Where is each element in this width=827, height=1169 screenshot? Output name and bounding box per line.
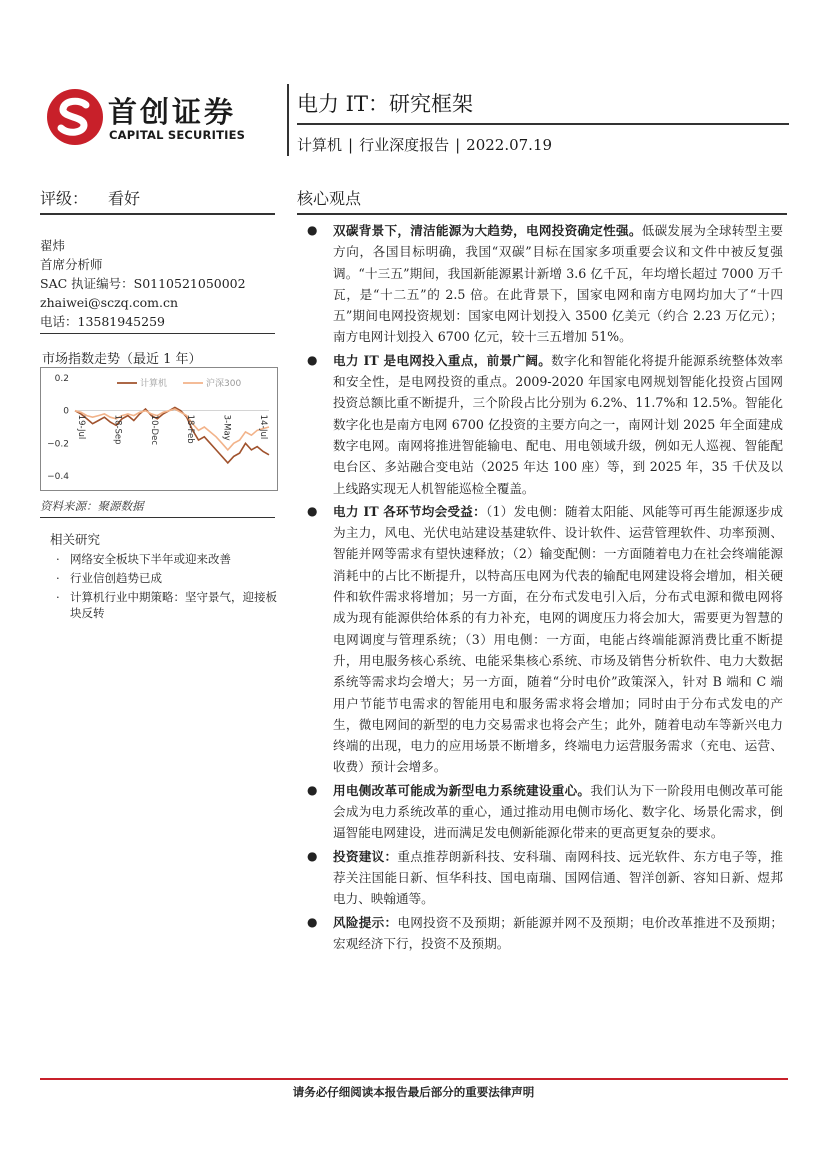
analyst-sac: SAC 执证编号：S0110521050002	[40, 276, 246, 291]
core-point-body: 我们认为下一阶段用电侧改革可能会成为电力系统改革的重心，通过推动用电侧市场化、数字化、场景化需求，倒逼智能电网建设，进而满足发电侧新能源化带来的更高更复杂的要求。	[333, 782, 784, 841]
report-title: 电力 IT：研究框架	[297, 92, 473, 116]
series-line-2	[75, 409, 269, 450]
bullet-icon: ●	[307, 503, 318, 518]
index-chart	[40, 367, 278, 491]
core-point-lead: 双碳背景下，清洁能源为大趋势，电网投资确定性强。	[333, 223, 642, 238]
report-type: 行业深度报告	[359, 136, 450, 154]
report-date: 2022.07.19	[466, 136, 553, 154]
subtitle-separator: |	[455, 136, 461, 154]
header-divider	[287, 84, 289, 156]
core-point-body: 电网投资不及预期；新能源并网不及预期；电价改革推进不及预期；宏观经济下行，投资不及预期。	[333, 914, 784, 951]
core-point-lead: 用电侧改革可能成为新型电力系统建设重心。	[333, 782, 591, 798]
series-line-1	[75, 407, 269, 463]
bullet-icon: ●	[307, 223, 318, 237]
index-chart-svg	[41, 368, 277, 490]
x-tick-label: 14-Jul	[258, 414, 268, 440]
bullet-icon: ·	[56, 590, 60, 604]
core-point	[305, 350, 783, 499]
report-sector: 计算机	[297, 136, 343, 154]
core-point-lead: 投资建议：	[333, 848, 398, 864]
analyst-name: 翟炜	[40, 238, 66, 253]
x-tick-label: 19-Jul	[76, 414, 86, 440]
y-tick-label: 0	[63, 406, 69, 417]
rating-value: 看好	[108, 189, 141, 208]
core-point	[305, 846, 783, 910]
analyst-role: 首席分析师	[40, 257, 103, 272]
x-tick-label: 18-Sep	[112, 414, 123, 445]
core-point-body: （1）发电侧：随着太阳能、风能等可再生能源逐步成为主力，风电、光伏电站建设基建软件、设计软件、运营管理软件、功率预测、智能并网等需求有望快速释放；（2）输变配侧：一方面随着电力在社会终端能源消耗中的占比不断提升，以特高压电网为代表的输配电网建设将会增加，相关硬件和软件需求将增加；另一方面，在分布式发电引入后，分布式电源和微电网将成为现有能源供给体系的有力补充，电网的调度压力将会加大，需要更为智慧的电网调度与管理系统；（3）用电侧：一方面，电能占终端能源消费比重不断提升，用电服务核心系统、电能采集核心系统、市场及销售分析软件、电力大数据系统等需求均会增大；另一方面，随着“分时电价”政策深入，针对 B 端和 C 端用户节能节电需求的智能用电和服务需求将会增加；同时由于分布式发电的产生，微电网间的新型的电力交易需求也将会产生；此外，随着电动车等新兴电力终端的出现，电力的应用场景不断增多，终端电力运营服务需求（充电、运营、收费）预计会增多。	[333, 503, 783, 775]
subtitle-separator: |	[348, 136, 354, 154]
y-tick-label: −0.4	[47, 472, 69, 482]
core-point-lead: 风险提示：	[333, 914, 398, 930]
bullet-icon: ●	[307, 352, 318, 367]
bullet-icon: ·	[56, 552, 60, 566]
logo-chinese-name: 首创证券	[108, 95, 237, 129]
y-tick-label: 0.2	[54, 374, 69, 384]
header-rule	[297, 123, 789, 125]
core-point	[305, 501, 783, 778]
report-subtitle	[297, 134, 552, 155]
y-tick-label: −0.2	[47, 439, 69, 450]
bullet-icon: ·	[56, 571, 60, 585]
bullet-icon: ●	[307, 914, 318, 929]
company-logo	[46, 88, 276, 148]
x-tick-label: 3-May	[221, 414, 232, 441]
related-research-title: 相关研究	[50, 532, 101, 547]
x-tick-label: 10-Dec	[148, 414, 159, 446]
legend-label: 沪深300	[206, 379, 242, 389]
core-views-title: 核心观点	[297, 189, 362, 208]
analyst-rule	[40, 333, 275, 334]
rating-label: 评级：	[40, 189, 89, 208]
core-point-lead: 电力 IT 各环节均会受益：	[333, 503, 486, 519]
related-research-list	[56, 551, 278, 624]
chart-title: 市场指数走势（最近 1 年）	[42, 352, 202, 367]
core-point-body: 重点推荐朗新科技、安科瑞、南网科技、远光软件、东方电子等，推荐关注国能日新、恒华科技、国电南瑞、国网信通、智洋创新、容知日新、煜邦电力、映翰通等。	[333, 848, 784, 907]
rating	[40, 186, 140, 209]
analyst-info	[40, 236, 246, 331]
rating-rule	[40, 213, 275, 215]
related-research-item[interactable]: · 网络安全板块下半年或迎来改善	[56, 552, 231, 566]
core-views-list	[305, 220, 783, 956]
core-views-rule	[297, 213, 787, 215]
core-point	[305, 780, 783, 844]
core-point-body: 数字化和智能化将提升能源系统整体效率和安全性，是电网投资的重点。2009-2020 年国家电网规划智能化投资占国网投资总额比重不断提升，三个阶段占比分别为 6.2%、11.7%和 12.5%。智能化数字化也是南方电网 6700 亿投资的主要方向之一，南网计划 2025 年全面建成数字电网。南网将推进智能输电、配电、用电领域升级，例如无人巡视、智能配电台区、多站融合变电站（2025 年达 100 座）等，到 2025 年，35 千伏及以上线路实现无人机智能巡检全覆盖。	[333, 352, 783, 496]
chart-source: 资料来源：聚源数据	[40, 499, 144, 513]
x-tick-label: 18-Feb	[185, 414, 196, 444]
footer-rule	[40, 1078, 788, 1080]
core-point	[305, 912, 783, 955]
legend-label: 计算机	[140, 379, 168, 389]
bullet-icon: ●	[307, 848, 318, 863]
related-research-item[interactable]: · 行业信创趋势已成	[56, 571, 162, 585]
analyst-email: zhaiwei@sczq.com.cn	[40, 295, 179, 310]
logo-english-name: CAPITAL SECURITIES	[109, 128, 246, 142]
legal-notice: 请务必仔细阅读本报告最后部分的重要法律声明	[292, 1085, 535, 1099]
chart-rule	[40, 517, 275, 518]
core-point-lead: 电力 IT 是电网投入重点，前景广阔。	[333, 352, 552, 368]
logo-emblem-icon	[46, 88, 104, 146]
core-point-body: 低碳发展为全球转型主要方向，各国目标明确，我国“双碳”目标在国家多项重要会议和文件中被反复强调。“十三五”期间，我国新能源累计新增 3.6 亿千瓦，年均增长超过 7000 万千瓦，是“十二五”的 2.5 倍。在此背景下，国家电网和南方电网均加大了“十四五”期间电网投资规划：国家电网计划投入 3500 亿美元（约合 2.23 万亿元）；南方电网计划投入 6700 亿元，较十三五增加 51%。	[333, 223, 784, 345]
related-research-item[interactable]: · 计算机行业中期策略：坚守景气，迎接板块反转	[56, 590, 277, 620]
core-point	[305, 220, 783, 348]
bullet-icon: ●	[307, 782, 318, 797]
analyst-phone: 电话：13581945259	[40, 314, 165, 329]
